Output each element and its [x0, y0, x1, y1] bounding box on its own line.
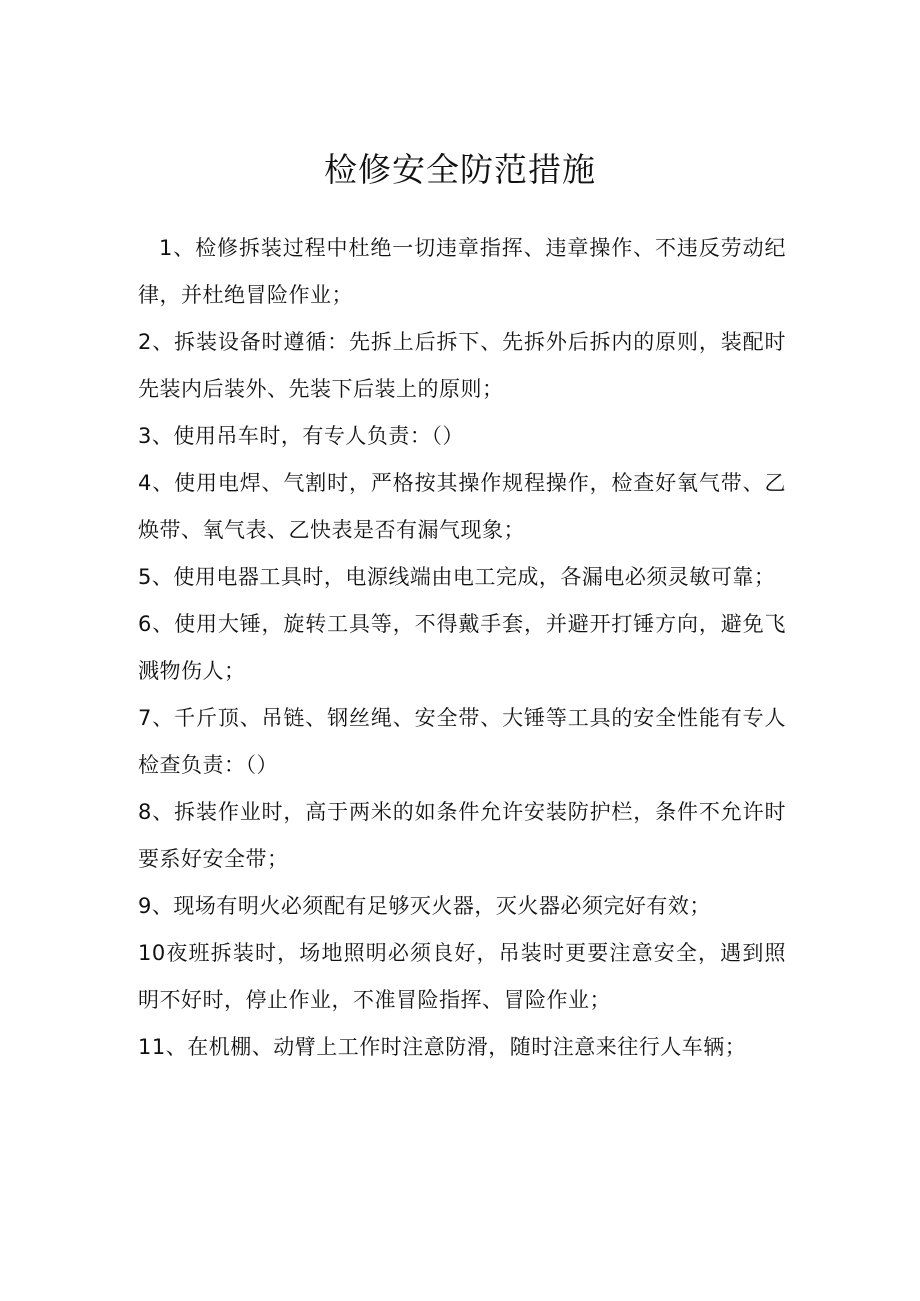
list-item: 4、使用电焊、气割时，严格按其操作规程操作，检查好氧气带、乙焕带、氧气表、乙快表是否有漏气现象； — [138, 471, 786, 542]
list-item: 6、使用大锤，旋转工具等，不得戴手套，并避开打锤方向，避免飞溅物伤人； — [138, 612, 786, 683]
list-item: 5、使用电器工具时，电源线端由电工完成，各漏电必须灵敏可靠； — [138, 565, 776, 589]
document-title: 检修安全防范措施 — [324, 150, 596, 189]
measures-list — [138, 225, 786, 1071]
list-item: 7、千斤顶、吊链、钢丝绳、安全带、大锤等工具的安全性能有专人检查负责：（） — [138, 706, 786, 777]
list-item: 9、现场有明火必须配有足够灭火器，灭火器必须完好有效； — [138, 894, 711, 918]
list-item: 1、检修拆装过程中杜绝一切违章指挥、违章操作、不违反劳动纪律，并杜绝冒险作业； — [138, 236, 786, 307]
list-item: 2、拆装设备时遵循：先拆上后拆下、先拆外后拆内的原则，装配时先装内后装外、先装下后装上的原则； — [138, 330, 786, 401]
list-item: 10夜班拆装时，场地照明必须良好，吊装时更要注意安全，遇到照明不好时，停止作业，不准冒险指挥、冒险作业； — [138, 941, 786, 1012]
list-item: 8、拆装作业时，高于两米的如条件允许安装防护栏，条件不允许时要系好安全带； — [138, 800, 786, 871]
list-item: 3、使用吊车时，有专人负责：（） — [138, 424, 464, 448]
list-item: 11、在机棚、动臂上工作时注意防滑，随时注意来往行人车辆； — [138, 1035, 747, 1059]
